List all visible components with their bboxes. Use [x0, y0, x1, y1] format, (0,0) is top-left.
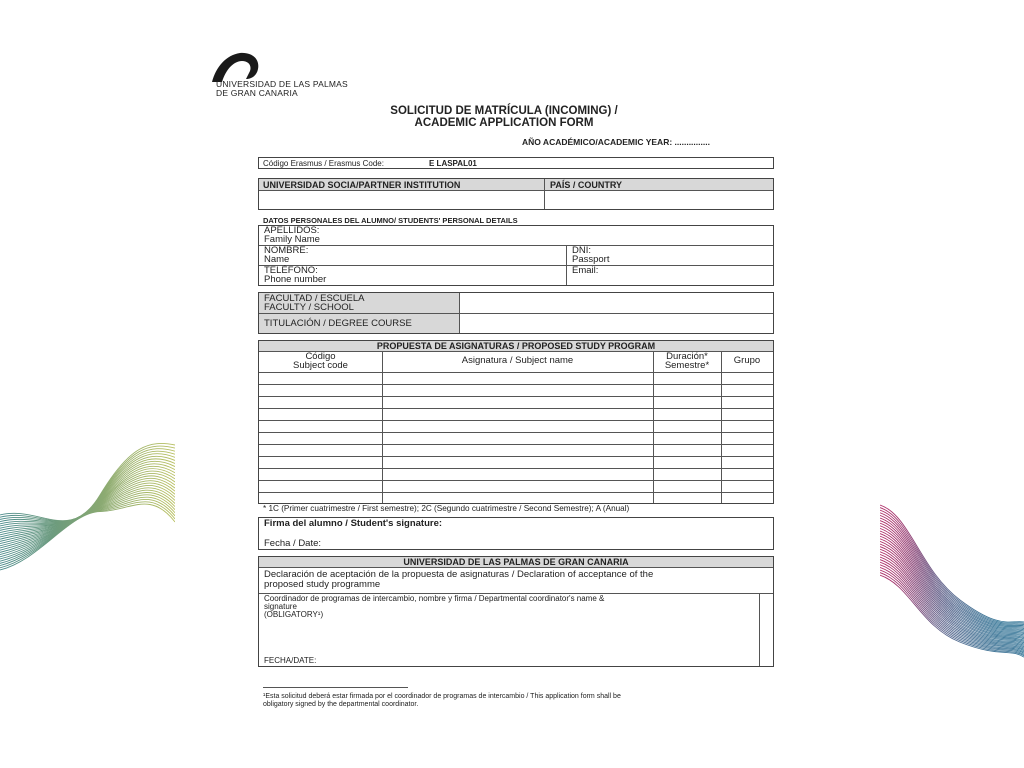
faculty-label-es: FACULTAD / ESCUELA: [264, 293, 365, 304]
col-subject: Asignatura / Subject name: [461, 355, 574, 366]
email-label: Email:: [572, 265, 599, 276]
passport-label: Passport: [572, 254, 610, 265]
col-group: Grupo: [733, 355, 761, 366]
col-duration-es: Duración*: [666, 351, 708, 362]
bottom-note-line1: ¹Esta solicitud deberá estar firmada por el coordinador de programas de intercambio / This application form shall be: [263, 693, 621, 700]
degree-label: TITULACIÓN / DEGREE COURSE: [264, 318, 412, 329]
university-approval-box: [258, 556, 774, 667]
student-signature-box: [258, 517, 774, 550]
partner-institution-header: UNIVERSIDAD SOCIA/PARTNER INSTITUTION: [263, 180, 461, 190]
partner-institution-box: [258, 178, 774, 210]
personal-details-header: DATOS PERSONALES DEL ALUMNO/ STUDENTS' PERSONAL DETAILS: [263, 216, 518, 225]
col-duration-en: Semestre*: [664, 360, 710, 371]
personal-details-box: [258, 225, 774, 286]
semester-footnote: * 1C (Primer cuatrimestre / First semestre); 2C (Segundo cuatrimestre / Second Semestre); A (Anual): [263, 504, 630, 513]
bottom-note-line2: obligatory signed by the departmental coordinator.: [263, 701, 419, 708]
decorative-wave-left: [0, 435, 175, 600]
coordinator-text-line2: signature: [264, 602, 297, 611]
coordinator-text-line3: (OBLIGATORY¹): [264, 610, 324, 619]
coordinator-date-label: FECHA/DATE:: [264, 656, 317, 665]
acceptance-text-line2: proposed study programme: [264, 579, 381, 590]
form-title-es: SOLICITUD DE MATRÍCULA (INCOMING) /: [390, 105, 618, 117]
university-logo-icon: [210, 49, 262, 83]
erasmus-code-box: [258, 157, 774, 169]
col-code-en: Subject code: [293, 360, 348, 371]
university-name: [216, 80, 348, 98]
study-program-header: PROPUESTA DE ASIGNATURAS / PROPOSED STUDY PROGRAM: [376, 341, 656, 351]
acceptance-text-line1: Declaración de aceptación de la propuesta de asignaturas / Declaration of acceptance of the: [264, 569, 654, 580]
university-name-line2: DE GRAN CANARIA: [216, 88, 298, 98]
name-label-en: Name: [264, 254, 290, 265]
university-name-line1: UNIVERSIDAD DE LAS PALMAS: [216, 79, 348, 89]
surname-label-en: Family Name: [264, 234, 320, 245]
phone-label-en: Phone number: [264, 274, 327, 285]
faculty-label-en: FACULTY / SCHOOL: [264, 302, 354, 313]
student-date-label: Fecha / Date:: [264, 538, 322, 549]
phone-label-es: TELÉFONO:: [264, 265, 318, 276]
academic-year: AÑO ACADÉMICO/ACADEMIC YEAR: ...............: [522, 137, 710, 147]
student-signature-label: Firma del alumno / Student's signature:: [264, 518, 443, 529]
dni-label: DNI:: [572, 245, 591, 256]
form-title-en: ACADEMIC APPLICATION FORM: [414, 117, 594, 129]
application-form-document: [205, 45, 785, 735]
erasmus-code-value: E LASPAL01: [429, 159, 477, 168]
footnote-divider: [263, 687, 408, 688]
coordinator-text-line1: Coordinador de programas de intercambio, nombre y firma / Departmental coordinator's name &: [264, 594, 605, 603]
erasmus-code-label: Código Erasmus / Erasmus Code:: [263, 159, 384, 168]
decorative-wave-right: [880, 500, 1024, 690]
university-approval-header: UNIVERSIDAD DE LAS PALMAS DE GRAN CANARIA: [403, 557, 629, 567]
surname-label-es: APELLIDOS:: [264, 225, 320, 236]
country-header: PAÍS / COUNTRY: [550, 180, 623, 190]
study-program-table: [258, 340, 774, 504]
name-label-es: NOMBRE:: [264, 245, 309, 256]
col-code-es: Código: [305, 351, 336, 362]
faculty-degree-box: [258, 292, 774, 334]
